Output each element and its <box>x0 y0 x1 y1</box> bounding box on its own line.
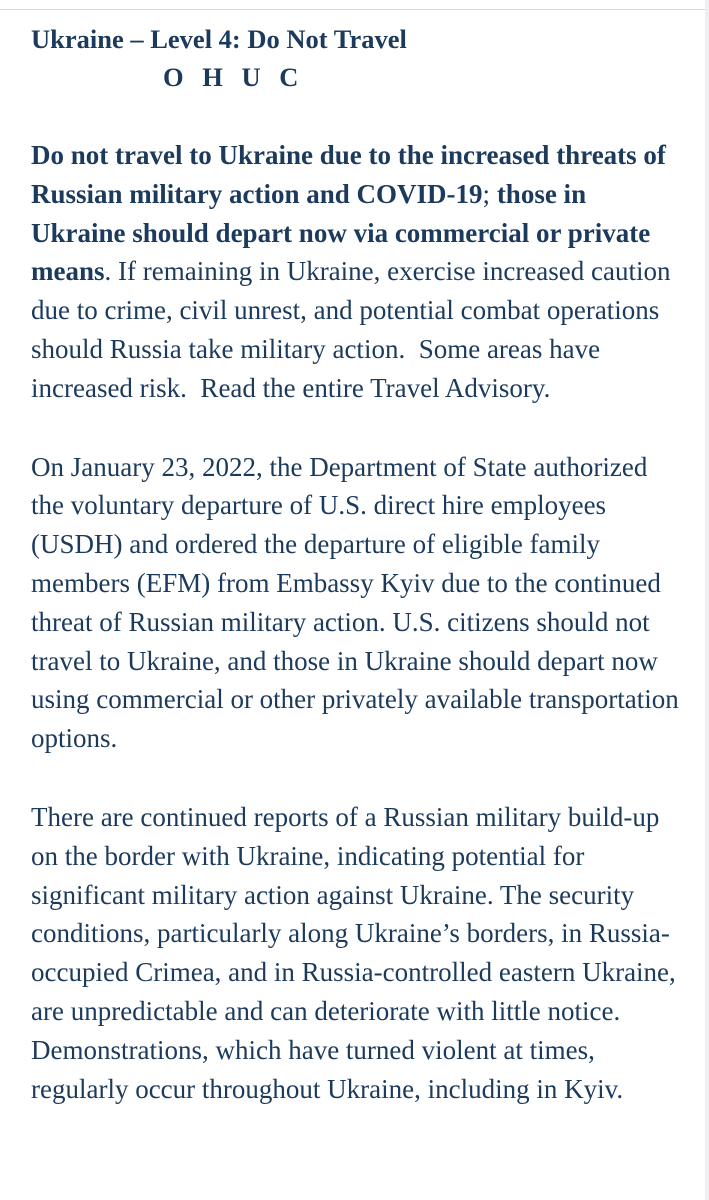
advisory-codes: O H U C <box>163 62 305 92</box>
summary-bold-text-2: those in Ukraine should depart now via commercial or private means <box>31 178 651 287</box>
right-edge <box>705 0 709 1200</box>
summary-rest-text: . If remaining in Ukraine, exercise increased caution due to crime, civil unrest, and potential combat operations should Russia take military action. Some areas have increased risk. Read the entire Travel Advisory. <box>31 256 671 403</box>
summary-separator: ; <box>482 178 491 209</box>
advisory-heading: Ukraine – Level 4: Do Not Travel <box>31 24 407 54</box>
advisory-content <box>31 20 686 1108</box>
top-edge <box>0 0 709 10</box>
security-paragraph: There are continued reports of a Russian military build-up on the border with Ukraine, indicating potential for significant military action against Ukraine. The security conditions, particularly along Ukraine’s borders, in Russia-occupied Crimea, and in Russia-controlled eastern Ukraine, are unpredictable and can deteriorate with little notice. Demonstrations, which have turned violent at times, regularly occur throughout Ukraine, including in Kyiv. <box>31 801 676 1104</box>
summary-bold-text: Do not travel to Ukraine due to the increased threats of Russian military action and COVID-19 <box>31 140 666 209</box>
summary-paragraph <box>31 136 686 408</box>
departure-paragraph: On January 23, 2022, the Department of State authorized the voluntary departure of U.S. direct hire employees (USDH) and ordered the departure of eligible family members (EFM) from Embassy Kyiv due to the continued threat of Russian military action. U.S. citizens should not travel to Ukraine, and those in Ukraine should depart now using commercial or other privately available transportation options. <box>31 451 679 754</box>
advisory-title <box>31 20 686 96</box>
